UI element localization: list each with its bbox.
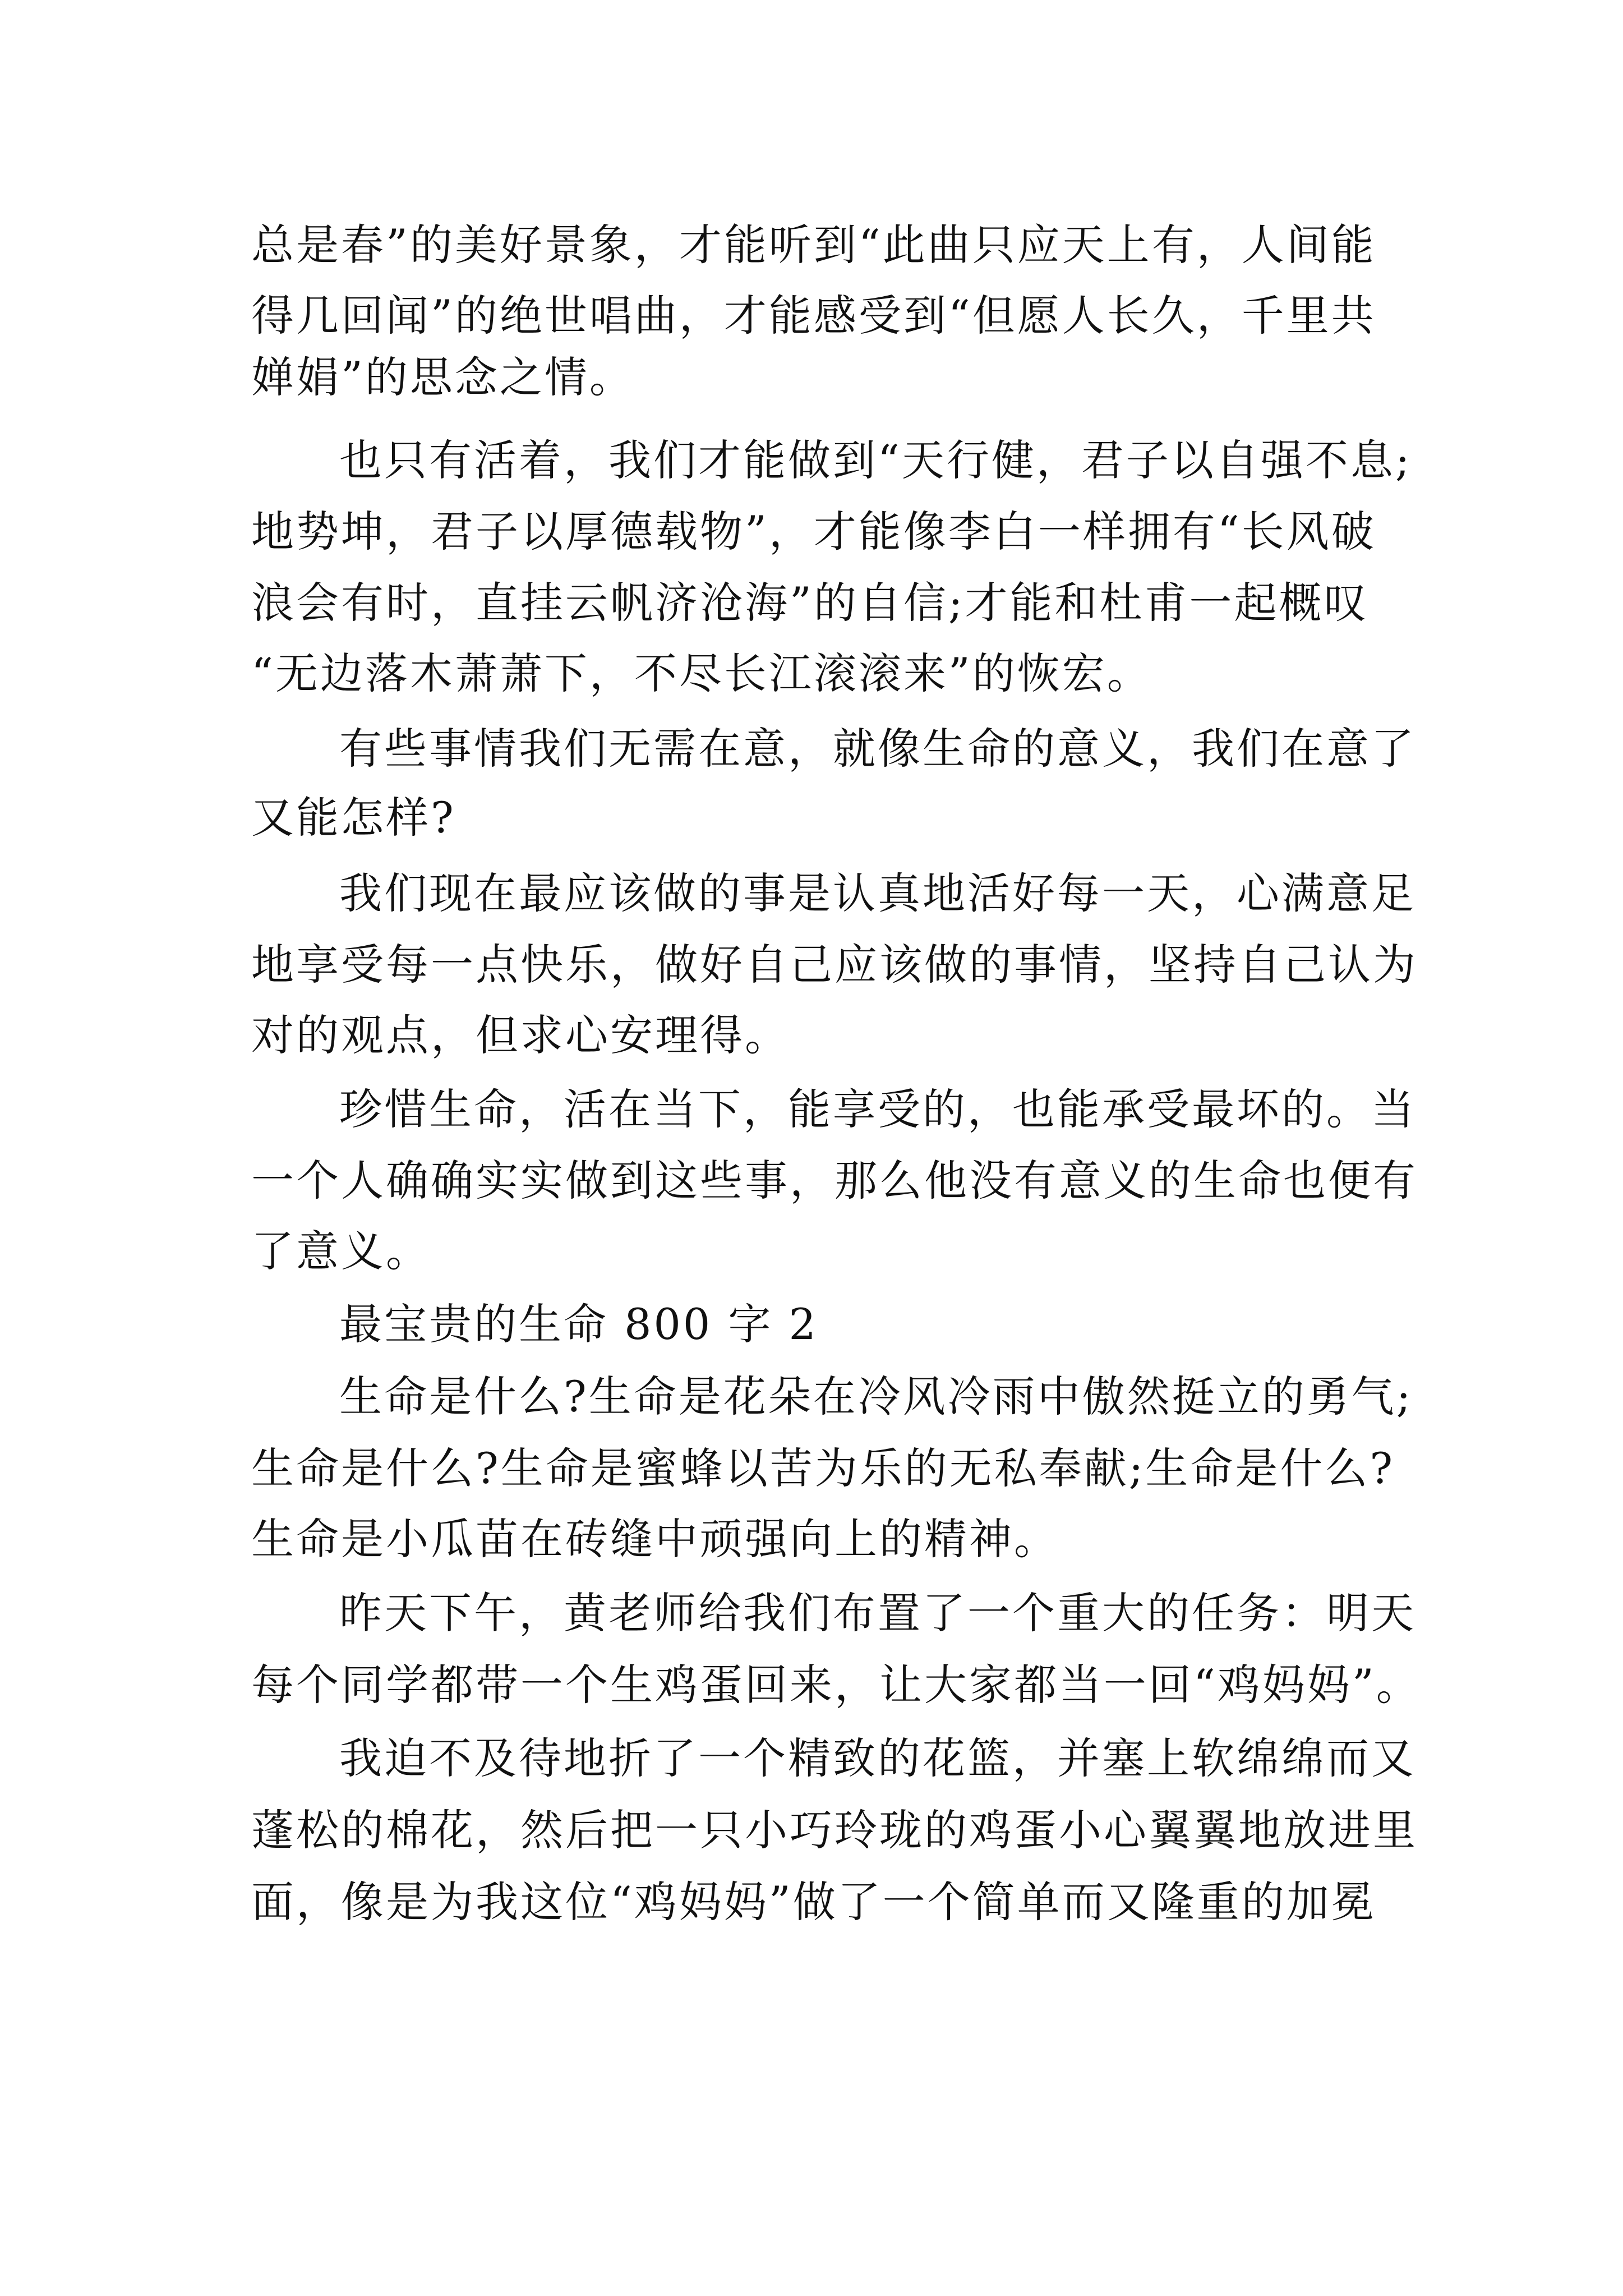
section-heading: 最宝贵的生命 800 字 2 [339,1299,818,1349]
text-line: 对的观点，但求心安理得。 [251,1010,790,1060]
text-line: 得几回闻”的绝世唱曲，才能感受到“但愿人长久，千里共 [251,291,1376,341]
paragraph-first-line: 昨天下午，黄老师给我们布置了一个重大的任务：明天 [339,1588,1416,1638]
text-line: 一个人确确实实做到这些事，那么他没有意义的生命也便有 [251,1156,1418,1205]
text-line: 蓬松的棉花，然后把一只小巧玲珑的鸡蛋小心翼翼地放进里 [251,1805,1418,1855]
text-line: 面，像是为我这位“鸡妈妈”做了一个简单而又隆重的加冕 [251,1877,1376,1927]
paragraph-first-line: 也只有活着，我们才能做到“天行健，君子以自强不息; [339,435,1412,485]
text-line: 浪会有时，直挂云帆济沧海”的自信;才能和杜甫一起概叹 [251,578,1369,628]
paragraph-first-line: 生命是什么?生命是花朵在冷风冷雨中傲然挺立的勇气; [339,1372,1413,1421]
text-line: 每个同学都带一个生鸡蛋回来，让大家都当一回“鸡妈妈”。 [251,1660,1421,1710]
text-line: 地享受每一点快乐，做好自己应该做的事情，坚持自己认为 [251,940,1418,990]
text-line: 婵娟”的思念之情。 [251,352,634,402]
text-line: 了意义。 [251,1226,431,1276]
paragraph-first-line: 我迫不及待地折了一个精致的花篮，并塞上软绵绵而又 [339,1733,1416,1783]
text-line: 又能怎样? [251,793,456,843]
paragraph-first-line: 有些事情我们无需在意，就像生命的意义，我们在意了 [339,724,1416,774]
text-line: 地势坤，君子以厚德载物”，才能像李白一样拥有“长风破 [251,507,1376,556]
text-line: 生命是小瓜苗在砖缝中顽强向上的精神。 [251,1514,1059,1564]
text-line: 总是春”的美好景象，才能听到“此曲只应天上有，人间能 [251,220,1376,270]
text-line: 生命是什么?生命是蜜蜂以苦为乐的无私奉献;生命是什么? [251,1443,1395,1493]
paragraph-first-line: 珍惜生命，活在当下，能享受的，也能承受最坏的。当 [339,1084,1416,1134]
paragraph-first-line: 我们现在最应该做的事是认真地活好每一天，心满意足 [339,868,1416,918]
text-line: “无边落木萧萧下，不尽长江滚滚来”的恢宏。 [251,648,1152,698]
